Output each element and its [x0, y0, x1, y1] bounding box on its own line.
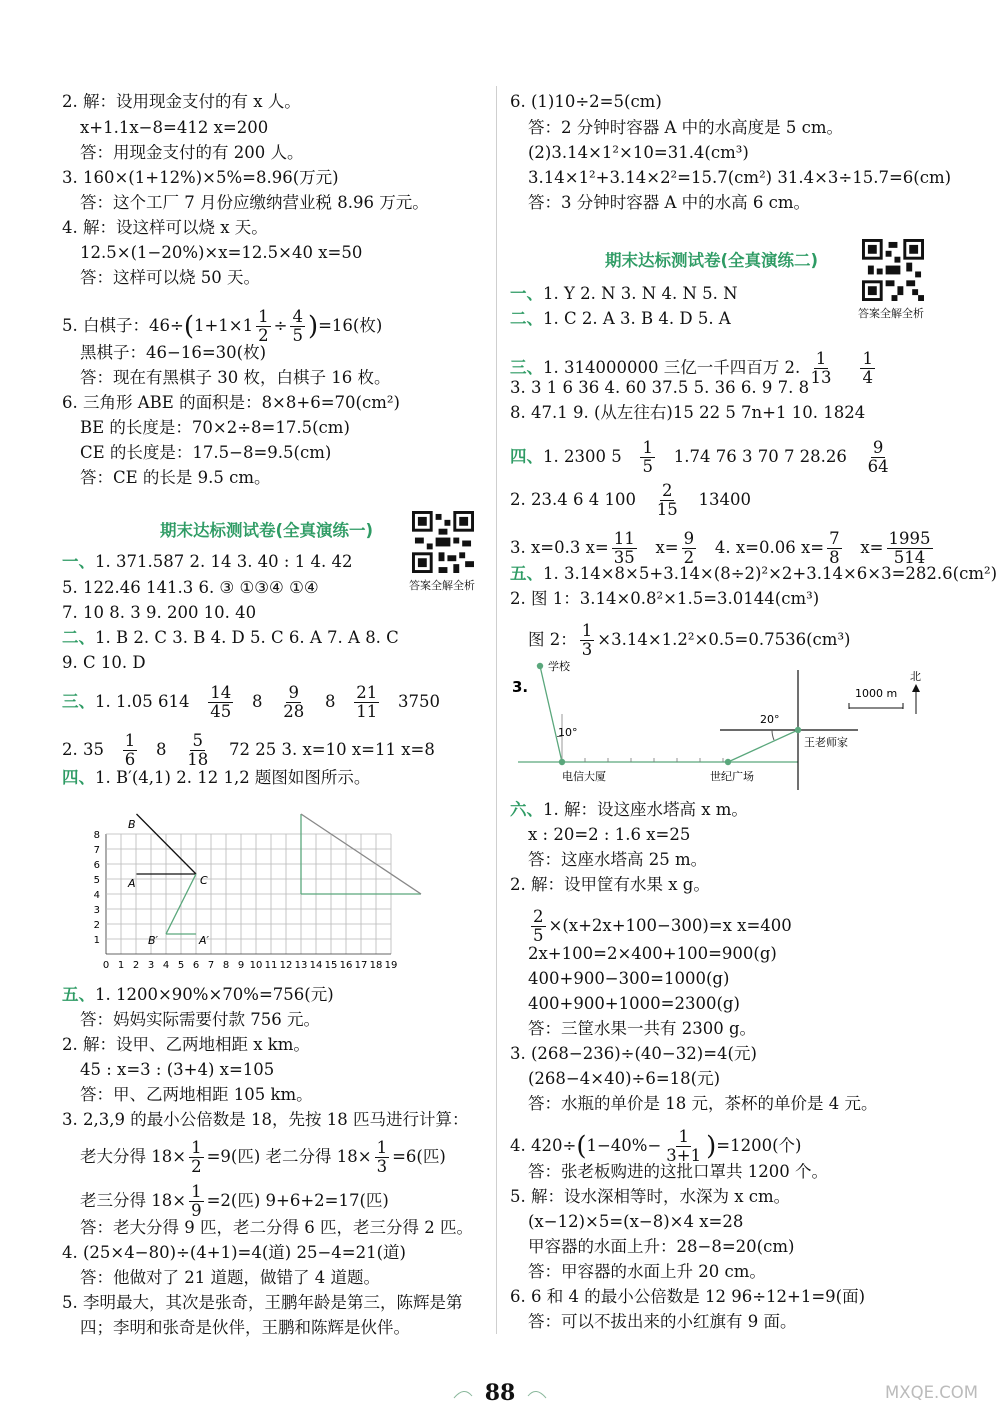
numerator: 1 [581, 621, 593, 640]
fraction [640, 439, 655, 476]
denominator: 6 [124, 750, 136, 769]
section-title: 期末达标测试卷(全真演练二) [605, 251, 819, 270]
building-label: 电信大厦 [562, 770, 606, 783]
y-tick-label: 6 [93, 860, 100, 871]
denominator: 18 [187, 750, 209, 769]
x-tick-label: 16 [339, 960, 353, 971]
text-line: 45 : x=3 : (3+4) x=105 [80, 1060, 275, 1079]
text-line: 答：他做对了 21 道题，做错了 4 道题。 [80, 1268, 380, 1287]
text-segment: 1. 1200×90%×70%=756(元) [95, 985, 334, 1004]
text-segment: ÷ [273, 316, 288, 335]
y-tick-label: 2 [93, 920, 100, 931]
x-tick-label: 15 [324, 960, 338, 971]
text-line: 答：用现金支付的有 200 人。 [80, 143, 304, 162]
right-paren: ) [706, 1131, 717, 1162]
formula-line [62, 308, 382, 345]
text-line: 答：这座水塔高 25 m。 [528, 850, 708, 869]
denominator: 4 [862, 368, 873, 387]
text-line: 答：妈妈实际需要付款 756 元。 [80, 1010, 320, 1029]
x-tick-label: 8 [222, 960, 230, 971]
formula-line [80, 1139, 446, 1176]
text-line: (x−12)×5=(x−8)×4 x=28 [528, 1212, 744, 1231]
text-line: BE 的长度是：70×2÷8=17.5(cm) [80, 418, 350, 437]
y-tick-label: 1 [93, 935, 100, 946]
x-tick-label: 0 [102, 960, 110, 971]
text-line: 3.14×1²+3.14×2²=15.7(cm²) 31.4×3÷15.7=6(cm) [528, 168, 952, 187]
question-number: 3. [512, 678, 529, 696]
numerator: 21 [356, 683, 378, 702]
denominator: 9 [191, 1201, 202, 1220]
text-line: 7. 10 8. 3 9. 200 10. 40 [62, 603, 257, 622]
text-line: 3. 3 1 6 36 4. 60 37.5 5. 36 6. 9 7. 8 [510, 378, 810, 397]
x-tick-label: 12 [279, 960, 293, 971]
text-segment: 8 [155, 740, 167, 759]
point-label-C: C [200, 874, 208, 887]
text-line: 9. C 10. D [62, 653, 146, 672]
fraction [208, 684, 233, 721]
fraction [281, 684, 306, 721]
text-line: 答：张老板购进的这批口罩共 1200 个。 [528, 1162, 828, 1181]
y-tick-label: 3 [93, 905, 100, 916]
text-line: 2. 图 1：3.14×0.8²×1.5=3.0144(cm³) [510, 589, 820, 608]
text-line [510, 564, 997, 584]
text-segment: 1. B 2. C 3. B 4. D 5. C 6. A 7. A 8. C [95, 628, 399, 647]
section-label: 三、 [62, 692, 95, 711]
text-line: 5. 解：设水深相等时，水深为 x cm。 [510, 1187, 791, 1206]
text-line: 答：甲容器的水面上升 20 cm。 [528, 1262, 766, 1281]
x-tick-label: 14 [309, 960, 323, 971]
text-line [510, 309, 731, 329]
page-number: 88 [484, 1380, 516, 1406]
text-segment: 1. 314000000 三亿一千四百万 2. [543, 358, 801, 377]
school-label: 学校 [548, 660, 570, 673]
point-label-A: A [128, 877, 136, 890]
qr-code-icon [862, 239, 924, 301]
text-segment: 2. 35 [62, 740, 104, 759]
home-point [795, 727, 801, 733]
text-line: 6. 三角形 ABE 的面积是：8×8+6=70(cm²) [62, 393, 400, 412]
route-plaza-home [728, 730, 798, 762]
x-tick-label: 3 [147, 960, 155, 971]
text-line: 6. (1)10÷2=5(cm) [510, 92, 662, 111]
x-tick-label: 2 [132, 960, 140, 971]
fraction [185, 732, 210, 769]
text-segment: 3750 [397, 692, 440, 711]
text-line [62, 985, 334, 1005]
numerator: 5 [192, 731, 203, 750]
numerator: 1995 [888, 529, 931, 548]
denominator: 2 [683, 548, 695, 567]
numerator: 2 [533, 907, 544, 926]
numerator: 1 [678, 1127, 689, 1146]
text-line [510, 800, 748, 820]
numerator: 2 [661, 481, 673, 500]
fraction [664, 1128, 703, 1165]
section-label: 五、 [510, 564, 543, 583]
numerator: 4 [292, 307, 303, 326]
text-line: 3. 2,3,9 的最小公倍数是 18，先按 18 匹马进行计算： [62, 1110, 469, 1129]
x-tick-label: 17 [354, 960, 368, 971]
fraction [827, 530, 842, 567]
text-segment: 72 25 3. x=10 x=11 x=8 [228, 740, 435, 759]
text-line: (2)3.14×1²×10=31.4(cm³) [528, 143, 749, 162]
numerator: 1 [191, 1182, 202, 1201]
x-tick-label: 18 [369, 960, 383, 971]
text-line: 答：甲、乙两地相距 105 km。 [80, 1085, 313, 1104]
numerator: 9 [683, 529, 695, 548]
denominator: 64 [867, 457, 889, 476]
angle-label-20: 20° [760, 713, 780, 726]
text-line: 答：CE 的长是 9.5 cm。 [80, 468, 271, 487]
text-line: 400+900+1000=2300(g) [528, 994, 740, 1013]
text-segment: 1. B′(4,1) 2. 12 1,2 题图如图所示。 [95, 768, 371, 787]
text-segment: 1.74 76 3 70 7 28.26 [673, 447, 847, 466]
numerator: 14 [210, 683, 232, 702]
text-segment: =9(匹) 老二分得 18× [206, 1147, 372, 1166]
right-paren: ) [307, 311, 319, 342]
y-tick-label: 5 [93, 875, 100, 886]
text-line: 4. 解：设这样可以烧 x 天。 [62, 218, 268, 237]
y-tick-label: 8 [93, 830, 100, 841]
angle-label-10: 10° [558, 726, 578, 739]
formula-line [62, 684, 440, 721]
numerator: 1 [124, 731, 136, 750]
denominator: 3 [581, 640, 593, 659]
x-tick-label: 1 [117, 960, 125, 971]
formula-line [528, 908, 792, 945]
text-line: 答：老大分得 9 匹，老二分得 6 匹，老三分得 2 匹。 [80, 1218, 473, 1237]
fraction [354, 684, 379, 721]
text-line [62, 768, 370, 788]
denominator: 2 [258, 326, 269, 345]
text-segment: 1. 3.14×8×5+3.14×(8÷2)²×2+3.14×6×3=282.6(cm²) [543, 564, 998, 583]
text-segment: ×(x+2x+100−300)=x x=400 [548, 916, 792, 935]
text-line: 400+900−300=1000(g) [528, 969, 730, 988]
text-segment: 1−40%− [586, 1136, 662, 1155]
fraction [887, 530, 933, 567]
denominator: 45 [210, 702, 232, 721]
text-segment: 1. 371.587 2. 14 3. 40 : 1 4. 42 [95, 552, 353, 571]
denominator: 15 [656, 500, 678, 519]
text-line: 答：2 分钟时容器 A 中的水高度是 5 cm。 [528, 118, 844, 137]
text-line: 2. 解：设甲筐有水果 x g。 [510, 875, 710, 894]
denominator: 8 [829, 548, 840, 567]
x-tick-label: 6 [192, 960, 200, 971]
text-segment: 1. 2300 5 [543, 447, 622, 466]
x-tick-label: 10 [249, 960, 263, 971]
text-segment: 8 [324, 692, 336, 711]
formula-line [80, 1183, 389, 1220]
fraction [531, 908, 546, 945]
text-segment: =6(匹) [392, 1147, 446, 1166]
qr-caption: 答案全解全析 [409, 579, 475, 592]
text-line: 2. 解：设用现金支付的有 x 人。 [62, 92, 301, 111]
text-line: 2. 解：设甲、乙两地相距 x km。 [62, 1035, 310, 1054]
text-line: 5. 李明最大，其次是张奇，王鹏年龄是第三，陈辉是第 [62, 1293, 463, 1312]
qr-code-icon [412, 511, 474, 573]
text-line: 2x+100=2×400+100=900(g) [528, 944, 777, 963]
numerator: 7 [829, 529, 840, 548]
y-tick-labels [94, 830, 100, 946]
text-line: 答：可以不拔出来的小红旗有 9 面。 [528, 1312, 797, 1331]
text-line: 3. 160×(1+12%)×5%=8.96(万元) [62, 168, 339, 187]
fraction [682, 530, 697, 567]
section-label: 三、 [510, 358, 543, 377]
text-segment: 老大分得 18× [80, 1147, 187, 1166]
point-label-A-prime: A′ [199, 934, 210, 947]
text-line: 3. (268−236)÷(40−32)=4(元) [510, 1044, 757, 1063]
text-line [62, 552, 352, 572]
text-line: CE 的长度是：17.5−8=9.5(cm) [80, 443, 332, 462]
text-line: 答：这个工厂 7 月份应缴纳营业税 8.96 万元。 [80, 193, 429, 212]
denominator: 5 [642, 457, 653, 476]
text-segment: 8 [251, 692, 263, 711]
x-tick-label: 13 [294, 960, 308, 971]
numerator: 9 [872, 438, 884, 457]
qr-caption: 答案全解全析 [858, 307, 924, 320]
north-arrow-icon [912, 684, 920, 692]
denominator: 3 [376, 1157, 388, 1176]
text-line: 甲容器的水面上升：28−8=20(cm) [528, 1237, 795, 1256]
numerator: 9 [288, 683, 299, 702]
x-tick-labels [103, 960, 398, 971]
text-segment: 图 2： [528, 630, 577, 649]
text-segment: 2. 23.4 6 4 100 [510, 490, 636, 509]
numerator: 1 [376, 1138, 388, 1157]
numerator: 1 [258, 307, 269, 326]
text-segment: ×3.14×1.2²×0.5=0.7536(cm³) [597, 630, 851, 649]
y-tick-label: 4 [93, 890, 100, 901]
formula-line [510, 482, 751, 519]
text-segment: 1. Y 2. N 3. N 4. N 5. N [543, 284, 738, 303]
text-segment: 13400 [698, 490, 751, 509]
text-segment: 1+1×1 [193, 316, 254, 335]
x-tick-label: 7 [207, 960, 215, 971]
text-line: 四；李明和张奇是伙伴，王鹏和陈辉是伙伴。 [80, 1318, 410, 1337]
fraction [655, 482, 680, 519]
denominator: 11 [356, 702, 378, 721]
text-line: 12.5×(1−20%)×x=12.5×40 x=50 [80, 243, 363, 262]
section-label: 一、 [510, 284, 543, 303]
denominator: 5 [292, 326, 303, 345]
denominator: 3+1 [666, 1146, 702, 1165]
y-tick-label: 7 [93, 845, 100, 856]
fraction [290, 308, 305, 345]
section-label: 四、 [62, 768, 95, 787]
text-line: 黑棋子：46−16=30(枚) [80, 343, 267, 362]
denominator: 28 [283, 702, 305, 721]
section-label: 四、 [510, 447, 543, 466]
text-segment: 5. 白棋子：46÷ [62, 316, 184, 335]
x-tick-label: 4 [162, 960, 170, 971]
numerator: 1 [815, 349, 827, 368]
route-map [510, 652, 940, 794]
point-label-B: B [128, 818, 136, 831]
text-segment: 1. 解：设这座水塔高 x m。 [543, 800, 748, 819]
x-tick-label: 11 [264, 960, 278, 971]
home-label: 王老师家 [804, 736, 848, 749]
fraction [808, 350, 833, 387]
text-segment: x= [655, 538, 679, 557]
fraction [189, 1139, 204, 1176]
section-label: 六、 [510, 800, 543, 819]
denominator: 35 [613, 548, 635, 567]
x-tick-label: 19 [384, 960, 398, 971]
text-line [510, 284, 738, 304]
text-line: (268−4×40)÷6=18(元) [528, 1069, 721, 1088]
formula-line [510, 530, 936, 567]
text-segment: 4. x=0.06 x= [714, 538, 825, 557]
formula-line [510, 1128, 801, 1165]
denominator: 2 [191, 1157, 202, 1176]
text-line: 6. 6 和 4 的最小公倍数是 12 96÷12+1=9(面) [510, 1287, 866, 1306]
text-line: 答：现在有黑棋子 30 枚，白棋子 16 枚。 [80, 368, 391, 387]
left-paren: ( [576, 1131, 587, 1162]
fraction [256, 308, 271, 345]
text-segment: =16(枚) [318, 316, 383, 335]
left-paren: ( [183, 311, 194, 342]
route-school-building [540, 666, 562, 762]
plaza-label: 世纪广场 [710, 770, 754, 783]
north-label: 北 [910, 670, 921, 683]
section-title: 期末达标测试卷(全真演练一) [160, 521, 374, 540]
text-line: 8. 47.1 9. (从左往右)15 22 5 7n+1 10. 1824 [510, 403, 866, 422]
section-label: 五、 [62, 985, 95, 1004]
text-line: x : 20=2 : 1.6 x=25 [528, 825, 691, 844]
text-line: x+1.1x−8=412 x=200 [80, 118, 269, 137]
column-divider [496, 86, 497, 1334]
numerator: 1 [191, 1138, 202, 1157]
formula-line [510, 439, 894, 476]
text-segment: 4. 420÷ [510, 1136, 577, 1155]
formula-line [62, 732, 435, 769]
fraction [123, 732, 138, 769]
text-line: 5. 122.46 141.3 6. ③ ①③④ ①④ [62, 578, 319, 597]
text-line: 4. (25×4−80)÷(4+1)=4(道) 25−4=21(道) [62, 1243, 406, 1262]
point-label-B-prime: B′ [148, 934, 159, 947]
coordinate-grid [86, 790, 506, 976]
denominator: 13 [810, 368, 832, 387]
denominator: 5 [533, 926, 544, 945]
section-label: 二、 [510, 309, 543, 328]
text-line: 答：三筐水果一共有 2300 g。 [528, 1019, 757, 1038]
section-label: 一、 [62, 552, 95, 571]
fraction [375, 1139, 390, 1176]
text-segment: 1. C 2. A 3. B 4. D 5. A [543, 309, 731, 328]
text-line: 答：3 分钟时容器 A 中的水高 6 cm。 [528, 193, 811, 212]
text-segment: =1200(个) [716, 1136, 802, 1155]
numerator: 1 [642, 438, 653, 457]
text-segment: 3. x=0.3 x= [510, 538, 609, 557]
text-line: 答：水瓶的单价是 18 元，茶杯的单价是 4 元。 [528, 1094, 878, 1113]
text-line: 答：这样可以烧 50 天。 [80, 268, 260, 287]
text-segment: =2(匹) 9+6+2=17(匹) [206, 1191, 389, 1210]
fraction [189, 1183, 204, 1220]
fraction [860, 350, 875, 387]
watermark: MXQE.COM [885, 1383, 978, 1402]
x-tick-label: 9 [237, 960, 245, 971]
x-tick-label: 5 [177, 960, 185, 971]
building-point [559, 759, 565, 765]
numerator: 1 [862, 349, 873, 368]
scale-label: 1000 m [855, 687, 898, 700]
denominator: 514 [893, 548, 926, 567]
text-segment: 老三分得 18× [80, 1191, 187, 1210]
text-segment: 1. 1.05 614 [95, 692, 190, 711]
fraction [866, 439, 891, 476]
text-segment: x= [860, 538, 884, 557]
text-line [62, 628, 399, 648]
fraction [612, 530, 637, 567]
angle-arc-20 [772, 730, 774, 740]
section-label: 二、 [62, 628, 95, 647]
numerator: 11 [613, 529, 635, 548]
